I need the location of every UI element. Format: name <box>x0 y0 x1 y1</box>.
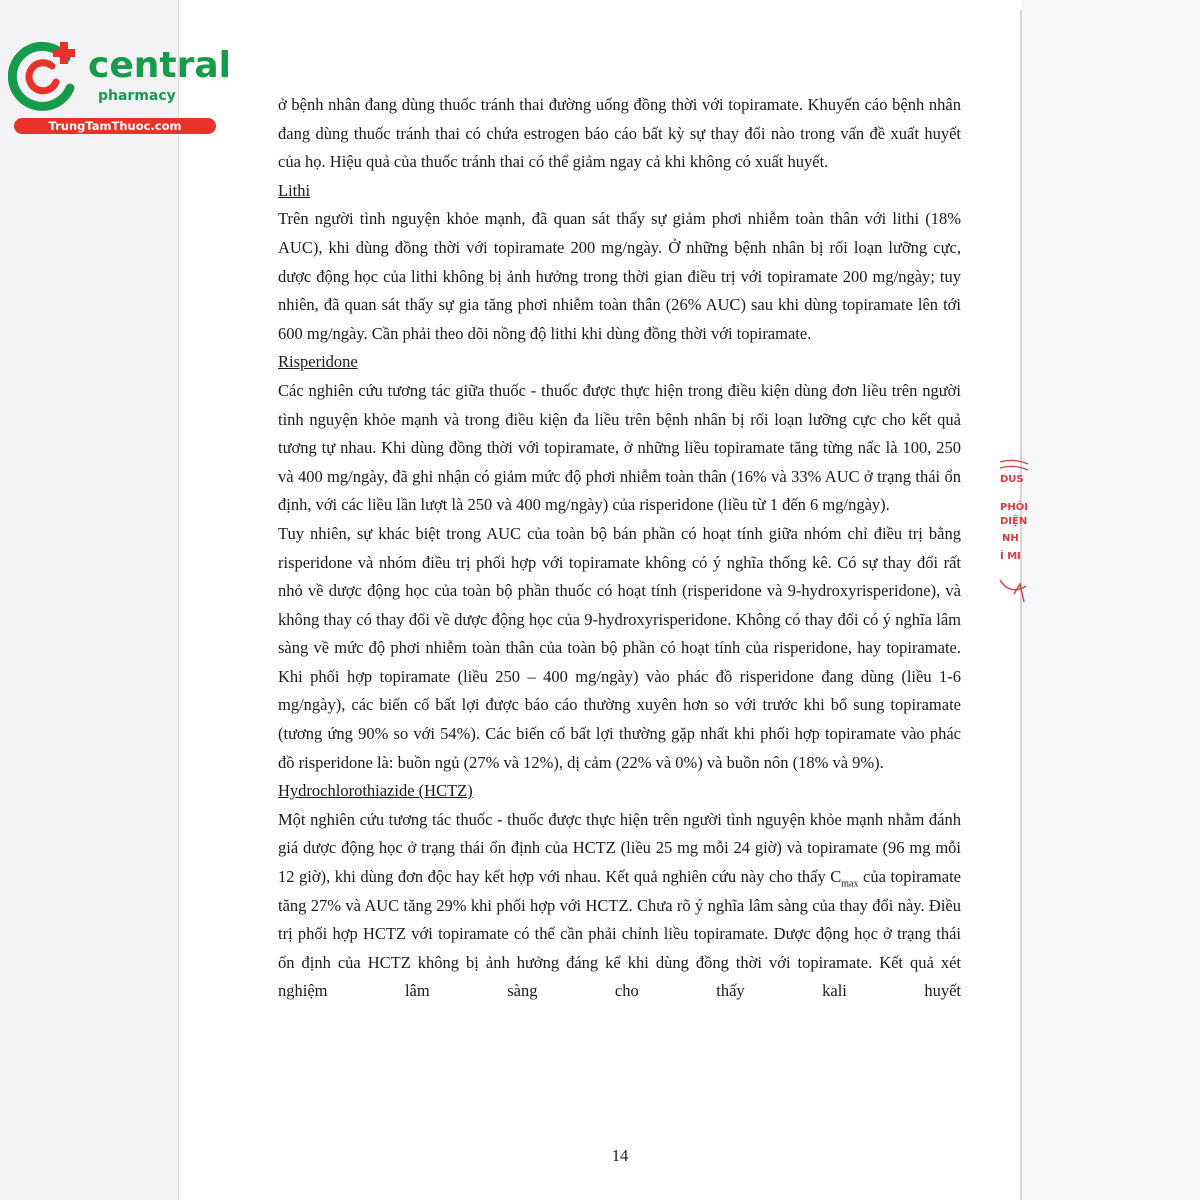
stamp-line-1: DUS <box>1000 474 1024 485</box>
paragraph-hctz-part-2: của topiramate tăng 27% và AUC tăng 29% khi phối hợp với HCTZ. Chưa rõ ý nghĩa lâm sàng của thay đổi này. Điều trị phối hợp HCTZ với topiramate có thể cần phải chỉnh liều topiramate. Dược động học ở trạng thái ổn định của HCTZ không bị ảnh hưởng đáng kể khi dùng đồng thời với topiramate. Kết quả xét nghiệm lâm sàng cho thấy kali huyết <box>278 867 961 1001</box>
page-number: 14 <box>611 1146 629 1165</box>
scan-background-right <box>1022 0 1200 1200</box>
stamp-line-4: NH <box>1002 533 1019 544</box>
logo-subtitle: pharmacy <box>98 88 176 104</box>
stamp-line-5: Í MI <box>1000 551 1021 562</box>
heading-lithi: Lithi <box>278 180 311 200</box>
paragraph-hctz-part-1: Một nghiên cứu tương tác thuốc - thuốc được thực hiện trên người tình nguyện khỏe mạnh nhằm đánh giá dược động học ở trạng thái ổn định của HCTZ (liều 25 mg mỗi 24 giờ) và topiramate (96 mg mỗi 12 giờ), khi dùng đơn độc hay kết hợp với nhau. Kết quả nghiên cứu này cho thấy C <box>278 809 961 887</box>
paragraph-contraceptive: ở bệnh nhân đang dùng thuốc tránh thai đường uống đồng thời với topiramate. Khuyến cáo bệnh nhân đang dùng thuốc tránh thai có chứa estrogen báo cáo bất kỳ sự thay đổi nào trong vấn đề xuất huyết của họ. Hiệu quả của thuốc tránh thai có thể giảm ngay cả khi không có xuất huyết. <box>278 95 961 172</box>
paragraph-lithi: Trên người tình nguyện khỏe mạnh, đã quan sát thấy sự giảm phơi nhiễm toàn thân với lithi (18% AUC), khi dùng đồng thời với topiramate 200 mg/ngày. Ở những bệnh nhân bị rối loạn lưỡng cực, dược động học của lithi không bị ảnh hưởng trong thời gian điều trị với topiramate 200 mg/ngày; tuy nhiên, đã quan sát thấy sự gia tăng phơi nhiễm toàn thân (26% AUC) sau khi dùng topiramate lên tới 600 mg/ngày. Cần phải theo dõi nồng độ lithi khi dùng đồng thời với topiramate. <box>278 209 961 343</box>
logo-brand-name: central <box>88 45 231 86</box>
document-body <box>278 91 961 1006</box>
cmax-subscript: max <box>841 878 859 890</box>
official-stamp <box>996 456 1036 616</box>
paragraph-hctz <box>278 806 961 1006</box>
stamp-line-2: PHÒI <box>1000 502 1028 513</box>
heading-hctz: Hydrochlorothiazide (HCTZ) <box>278 781 473 801</box>
logo-url-badge: TrungTamThuoc.com <box>14 118 216 134</box>
stamp-line-3: DIỆN <box>1000 516 1028 527</box>
paragraph-risperidone-2: Tuy nhiên, sự khác biệt trong AUC của toàn bộ bán phần có hoạt tính giữa nhóm chỉ điều trị bằng risperidone và nhóm điều trị phối hợp với topiramate không có ý nghĩa thống kê. Có sự thay đổi rất nhỏ về dược động học của toàn bộ phần thuốc có hoạt tính (risperidone và 9-hydroxyrisperidone), và không thay có thay đổi về dược động học của 9-hydroxyrisperidone. Không có thay đổi có ý nghĩa lâm sàng về mức độ phơi nhiễm toàn thân của toàn bộ phần có hoạt tính của risperidone, hay topiramate. Khi phối hợp topiramate (liều 250 – 400 mg/ngày) vào phác đồ risperidone đang dùng (liều 1-6 mg/ngày), các biến cố bất lợi được báo cáo thường xuyên hơn so với trước khi bổ sung topiramate (tương ứng 90% so với 54%). Các biến cố bất lợi thường gặp nhất khi phối hợp topiramate vào phác đồ risperidone là: buồn ngủ (27% và 12%), dị cảm (22% và 0%) và buồn nôn (18% và 9%). <box>278 523 961 772</box>
paragraph-risperidone-1: Các nghiên cứu tương tác giữa thuốc - thuốc được thực hiện trong điều kiện dùng đơn liều trên người tình nguyện khỏe mạnh và trong điều kiện đa liều trên bệnh nhân bị rối loạn lưỡng cực cho kết quả tương tự nhau. Khi dùng đồng thời với topiramate, ở những liều topiramate tăng từng nấc là 100, 250 và 400 mg/ngày, đã ghi nhận có giảm mức độ phơi nhiễm toàn thân (16% và 33% AUC ở trạng thái ổn định, với các liều lần lượt là 250 và 400 mg/ngày) của risperidone (liều từ 1 đến 6 mg/ngày). <box>278 380 961 515</box>
pharmacy-cross-icon <box>8 36 88 116</box>
central-pharmacy-logo <box>8 36 231 136</box>
scan-background-left <box>0 0 178 1200</box>
heading-risperidone: Risperidone <box>278 352 358 372</box>
